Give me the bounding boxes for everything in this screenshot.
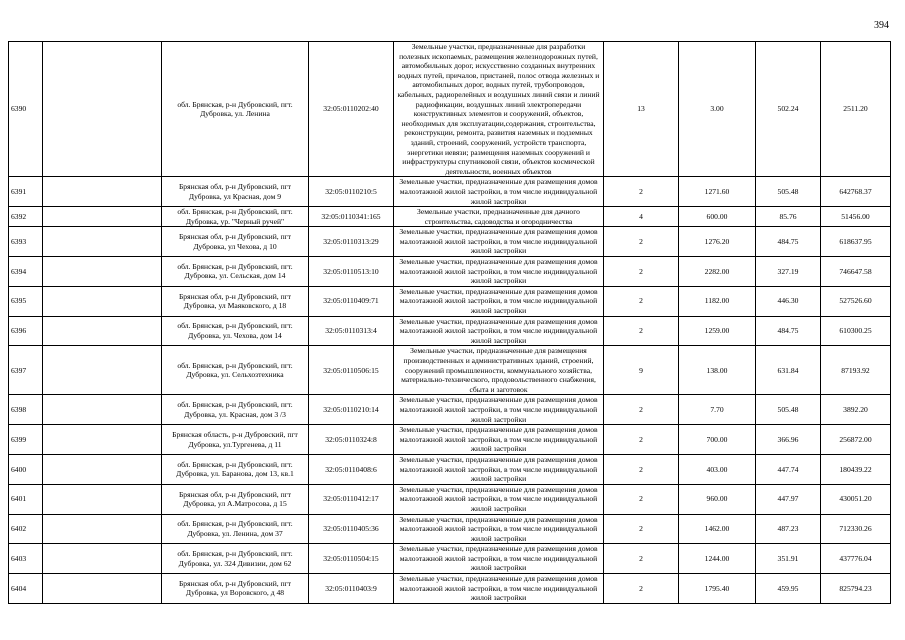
cadastral-number-cell: 32:05:0110504:15	[309, 544, 394, 574]
table-row	[9, 484, 891, 514]
area-cell: 1276.20	[679, 227, 756, 257]
cadastral-number-cell: 32:05:0110313:29	[309, 227, 394, 257]
rate-cell: 502.24	[756, 42, 821, 177]
land-use-cell: Земельные участки, предназначенные для размещения домов малоэтажной жилой застройки, в том числе индивидуальной жилой застройки	[394, 544, 604, 574]
group-cell: 2	[604, 544, 679, 574]
row-number: 6391	[9, 177, 43, 207]
rate-cell: 327.19	[756, 257, 821, 287]
address-cell: Брянская обл, р-н Дубровский, пгт Дубровка, ул Воровского, д 48	[162, 574, 309, 604]
area-cell: 3.00	[679, 42, 756, 177]
address-cell: Брянская обл, р-н Дубровский, пгт Дубровка, ул А.Матросова, д 15	[162, 484, 309, 514]
row-number: 6394	[9, 257, 43, 287]
rate-cell: 447.97	[756, 484, 821, 514]
land-registry-table	[8, 41, 891, 604]
cadastral-value-cell: 746647.58	[821, 257, 891, 287]
cadastral-number-cell: 32:05:0110513:10	[309, 257, 394, 287]
group-cell: 2	[604, 257, 679, 287]
row-number: 6398	[9, 395, 43, 425]
table-row	[9, 227, 891, 257]
spacer-cell	[43, 316, 162, 346]
cadastral-number-cell: 32:05:0110409:71	[309, 286, 394, 316]
table-row	[9, 42, 891, 177]
group-cell: 2	[604, 454, 679, 484]
group-cell: 4	[604, 207, 679, 227]
land-use-cell: Земельные участки, предназначенные для размещения домов малоэтажной жилой застройки, в том числе индивидуальной жилой застройки	[394, 574, 604, 604]
address-cell: обл. Брянская, р-н Дубровский, пгт. Дубровка, ур. "Черный ручей"	[162, 207, 309, 227]
rate-cell: 484.75	[756, 227, 821, 257]
area-cell: 700.00	[679, 425, 756, 455]
land-use-cell: Земельные участки, предназначенные для размещения домов малоэтажной жилой застройки, в том числе индивидуальной жилой застройки	[394, 425, 604, 455]
row-number: 6392	[9, 207, 43, 227]
land-use-cell: Земельные участки, предназначенные для размещения домов малоэтажной жилой застройки, в том числе индивидуальной жилой застройки	[394, 514, 604, 544]
row-number: 6390	[9, 42, 43, 177]
address-cell: обл. Брянская, р-н Дубровский, пгт. Дубровка, ул. Сельхозтехника	[162, 346, 309, 395]
address-cell: Брянская обл, р-н Дубровский, пгт Дубровка, ул Чехова, д 10	[162, 227, 309, 257]
row-number: 6396	[9, 316, 43, 346]
rate-cell: 505.48	[756, 395, 821, 425]
land-use-cell: Земельные участки, предназначенные для размещения домов малоэтажной жилой застройки, в том числе индивидуальной жилой застройки	[394, 454, 604, 484]
row-number: 6393	[9, 227, 43, 257]
spacer-cell	[43, 257, 162, 287]
group-cell: 9	[604, 346, 679, 395]
group-cell: 2	[604, 227, 679, 257]
cadastral-value-cell: 642768.37	[821, 177, 891, 207]
table-row	[9, 257, 891, 287]
rate-cell: 446.30	[756, 286, 821, 316]
cadastral-number-cell: 32:05:0110210:14	[309, 395, 394, 425]
area-cell: 1271.60	[679, 177, 756, 207]
land-use-cell: Земельные участки, предназначенные для размещения домов малоэтажной жилой застройки, в том числе индивидуальной жилой застройки	[394, 484, 604, 514]
spacer-cell	[43, 286, 162, 316]
rate-cell: 351.91	[756, 544, 821, 574]
area-cell: 1182.00	[679, 286, 756, 316]
group-cell: 2	[604, 574, 679, 604]
spacer-cell	[43, 207, 162, 227]
spacer-cell	[43, 42, 162, 177]
cadastral-value-cell: 437776.04	[821, 544, 891, 574]
table-row	[9, 454, 891, 484]
land-use-cell: Земельные участки, предназначенные для размещения домов малоэтажной жилой застройки, в том числе индивидуальной жилой застройки	[394, 177, 604, 207]
area-cell: 1462.00	[679, 514, 756, 544]
address-cell: обл. Брянская, р-н Дубровский, пгт. Дубровка, ул. 324 Дивизии, дом 62	[162, 544, 309, 574]
group-cell: 2	[604, 177, 679, 207]
cadastral-value-cell: 256872.00	[821, 425, 891, 455]
address-cell: Брянская область, р-н Дубровский, пгт Дубровка, ул.Тургенева, д 11	[162, 425, 309, 455]
cadastral-number-cell: 32:05:0110405:36	[309, 514, 394, 544]
land-use-cell: Земельные участки, предназначенные для разработки полезных ископаемых, размещения железнодорожных путей, автомобильных дорог, искусственно созданных внутренних водных путей, причалов, пристаней, полос отвода железных и автомобильных дорог, водных путей, трубопроводов, кабельных, радиорелейных и воздушных линий связи и линий радиофикации, воздушных линий электропередачи конструктивных элементов и сооружений, объектов, необходимых для эксплуатации,содержания, строительства, реконструкции, ремонта, развития наземных и подземных зданий, строений, сооружений, устройств транспорта, энергетики иевязи; размещения наземных сооружений и инфраструктуры спутниковой связи, объектов космической деятельности, военных объектов	[394, 42, 604, 177]
cadastral-number-cell: 32:05:0110313:4	[309, 316, 394, 346]
land-use-cell: Земельные участки, предназначенные для размещения домов малоэтажной жилой застройки, в том числе индивидуальной жилой застройки	[394, 257, 604, 287]
cadastral-value-cell: 2511.20	[821, 42, 891, 177]
group-cell: 2	[604, 425, 679, 455]
table-row	[9, 316, 891, 346]
address-cell: Брянская обл, р-н Дубровский, пгт Дубровка, ул Красная, дом 9	[162, 177, 309, 207]
table-row	[9, 177, 891, 207]
land-use-cell: Земельные участки, предназначенные для размещения домов малоэтажной жилой застройки, в том числе индивидуальной жилой застройки	[394, 286, 604, 316]
address-cell: обл. Брянская, р-н Дубровский, пгт. Дубровка, ул. Ленина	[162, 42, 309, 177]
cadastral-number-cell: 32:05:0110412:17	[309, 484, 394, 514]
address-cell: обл. Брянская, р-н Дубровский, пгт. Дубровка, ул. Чехова, дом 14	[162, 316, 309, 346]
spacer-cell	[43, 395, 162, 425]
cadastral-number-cell: 32:05:0110506:15	[309, 346, 394, 395]
rate-cell: 631.84	[756, 346, 821, 395]
land-use-cell: Земельные участки, предназначенные для размещения производственных и административных зданий, строений, сооружений промышленности, коммунального хозяйства, материально-технического, продовольственного снабжения, сбыта и заготовок	[394, 346, 604, 395]
cadastral-value-cell: 712330.26	[821, 514, 891, 544]
row-number: 6403	[9, 544, 43, 574]
rate-cell: 85.76	[756, 207, 821, 227]
table-row	[9, 207, 891, 227]
row-number: 6400	[9, 454, 43, 484]
spacer-cell	[43, 574, 162, 604]
address-cell: обл. Брянская, р-н Дубровский, пгт. Дубровка, ул. Сельская, дом 14	[162, 257, 309, 287]
group-cell: 2	[604, 484, 679, 514]
cadastral-value-cell: 618637.95	[821, 227, 891, 257]
cadastral-number-cell: 32:05:0110202:40	[309, 42, 394, 177]
rate-cell: 447.74	[756, 454, 821, 484]
cadastral-number-cell: 32:05:0110324:8	[309, 425, 394, 455]
address-cell: обл. Брянская, р-н Дубровский, пгт. Дубровка, ул. Красная, дом 3 /3	[162, 395, 309, 425]
spacer-cell	[43, 544, 162, 574]
area-cell: 403.00	[679, 454, 756, 484]
cadastral-value-cell: 430051.20	[821, 484, 891, 514]
cadastral-number-cell: 32:05:0110408:6	[309, 454, 394, 484]
group-cell: 2	[604, 316, 679, 346]
spacer-cell	[43, 425, 162, 455]
row-number: 6399	[9, 425, 43, 455]
spacer-cell	[43, 484, 162, 514]
row-number: 6402	[9, 514, 43, 544]
group-cell: 2	[604, 286, 679, 316]
row-number: 6397	[9, 346, 43, 395]
spacer-cell	[43, 514, 162, 544]
land-use-cell: Земельные участки, предназначенные для дачного строительства, садоводства и огородничества	[394, 207, 604, 227]
table-row	[9, 286, 891, 316]
address-cell: Брянская обл, р-н Дубровский, пгт Дубровка, ул Маяковского, д 18	[162, 286, 309, 316]
spacer-cell	[43, 454, 162, 484]
row-number: 6401	[9, 484, 43, 514]
land-use-cell: Земельные участки, предназначенные для размещения домов малоэтажной жилой застройки, в том числе индивидуальной жилой застройки	[394, 316, 604, 346]
table-row	[9, 574, 891, 604]
cadastral-value-cell: 3892.20	[821, 395, 891, 425]
cadastral-number-cell: 32:05:0110403:9	[309, 574, 394, 604]
land-use-cell: Земельные участки, предназначенные для размещения домов малоэтажной жилой застройки, в том числе индивидуальной жилой застройки	[394, 227, 604, 257]
group-cell: 2	[604, 514, 679, 544]
area-cell: 2282.00	[679, 257, 756, 287]
table-row	[9, 346, 891, 395]
cadastral-value-cell: 87193.92	[821, 346, 891, 395]
page-number: 394	[874, 20, 889, 31]
group-cell: 13	[604, 42, 679, 177]
table-row	[9, 544, 891, 574]
area-cell: 138.00	[679, 346, 756, 395]
address-cell: обл. Брянская, р-н Дубровский, пгт. Дубровка, ул. Баранова, дом 13, кв.1	[162, 454, 309, 484]
address-cell: обл. Брянская, р-н Дубровский, пгт. Дубровка, ул. Ленина, дом 37	[162, 514, 309, 544]
cadastral-number-cell: 32:05:0110341:165	[309, 207, 394, 227]
rate-cell: 459.95	[756, 574, 821, 604]
table-row	[9, 425, 891, 455]
area-cell: 960.00	[679, 484, 756, 514]
rate-cell: 366.96	[756, 425, 821, 455]
cadastral-value-cell: 527526.60	[821, 286, 891, 316]
spacer-cell	[43, 227, 162, 257]
table-row	[9, 395, 891, 425]
group-cell: 2	[604, 395, 679, 425]
row-number: 6404	[9, 574, 43, 604]
land-use-cell: Земельные участки, предназначенные для размещения домов малоэтажной жилой застройки, в том числе индивидуальной жилой застройки	[394, 395, 604, 425]
cadastral-value-cell: 825794.23	[821, 574, 891, 604]
rate-cell: 484.75	[756, 316, 821, 346]
row-number: 6395	[9, 286, 43, 316]
cadastral-value-cell: 610300.25	[821, 316, 891, 346]
cadastral-value-cell: 180439.22	[821, 454, 891, 484]
rate-cell: 487.23	[756, 514, 821, 544]
area-cell: 600.00	[679, 207, 756, 227]
spacer-cell	[43, 177, 162, 207]
cadastral-number-cell: 32:05:0110210:5	[309, 177, 394, 207]
cadastral-value-cell: 51456.00	[821, 207, 891, 227]
area-cell: 7.70	[679, 395, 756, 425]
rate-cell: 505.48	[756, 177, 821, 207]
area-cell: 1259.00	[679, 316, 756, 346]
area-cell: 1795.40	[679, 574, 756, 604]
spacer-cell	[43, 346, 162, 395]
area-cell: 1244.00	[679, 544, 756, 574]
table-row	[9, 514, 891, 544]
